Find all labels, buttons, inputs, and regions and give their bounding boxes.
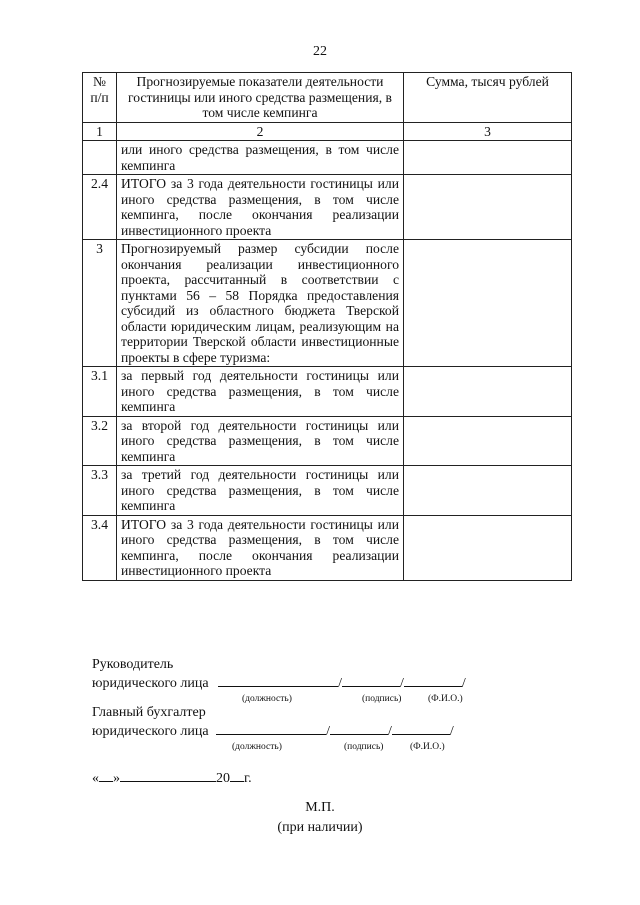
row-num [83, 141, 117, 175]
accountant-title-line1: Главный бухгалтер [92, 705, 206, 720]
head-signature-block [92, 656, 512, 704]
header-sum: Сумма, тысяч рублей [404, 73, 572, 123]
accountant-position-field[interactable] [216, 721, 326, 735]
head-name-field[interactable] [404, 673, 462, 687]
row-description: за второй год деятельности гостиницы или иного средства размещения, в том числе кемпинга [117, 416, 404, 466]
table-row [83, 515, 572, 580]
head-position-field[interactable] [218, 673, 338, 687]
row-sum[interactable] [404, 515, 572, 580]
date-year-suffix: г. [244, 771, 252, 786]
row-num: 3 [83, 240, 117, 367]
date-year-field[interactable] [230, 768, 244, 782]
date-month-field[interactable] [120, 768, 216, 782]
header-num: № п/п [83, 73, 117, 123]
index-cell: 1 [83, 122, 117, 141]
table-row [83, 367, 572, 417]
row-sum[interactable] [404, 416, 572, 466]
date-close-quote: » [113, 771, 120, 786]
table-row [83, 175, 572, 240]
head-title-line2: юридического лица / / / [92, 673, 512, 692]
row-description: ИТОГО за 3 года деятельности гостиницы или иного средства размещения, в том числе кемпинга, после окончания реализации инвестиционного проекта [117, 175, 404, 240]
accountant-signature-block [92, 704, 512, 752]
row-sum[interactable] [404, 466, 572, 516]
row-num: 3.2 [83, 416, 117, 466]
table-header-row [83, 73, 572, 123]
table-row [83, 141, 572, 175]
date-year-prefix: 20 [216, 771, 230, 786]
table-index-row [83, 122, 572, 141]
row-description: за третий год деятельности гостиницы или иного средства размещения, в том числе кемпинга [117, 466, 404, 516]
accountant-caption-name: (Ф.И.О.) [410, 742, 445, 752]
row-num: 3.4 [83, 515, 117, 580]
head-title-label: юридического лица [92, 676, 209, 691]
table-row [83, 240, 572, 367]
head-caption-position: (должность) [242, 694, 292, 704]
accountant-caption-position: (должность) [232, 742, 282, 752]
accountant-title-label: юридического лица [92, 724, 209, 739]
stamp-label: М.П. [305, 800, 335, 815]
date-open-quote: « [92, 771, 99, 786]
row-description: за первый год деятельности гостиницы или иного средства размещения, в том числе кемпинга [117, 367, 404, 417]
row-num: 2.4 [83, 175, 117, 240]
row-description: Прогнозируемый размер субсидии после окончания реализации инвестиционного проекта, рассчитанный в соответствии с пунктами 56 – 58 Порядка предоставления субсидий из областного бюджета Тверской области юридическим лицам, реализующим на территории Тверской области инвестиционные проекты в сфере туризма: [117, 240, 404, 367]
row-num: 3.3 [83, 466, 117, 516]
accountant-title-line2: юридического лица / / / [92, 721, 512, 740]
indicators-table [82, 72, 572, 581]
head-signature-field[interactable] [342, 673, 400, 687]
index-cell: 2 [117, 122, 404, 141]
date-day-field[interactable] [99, 768, 113, 782]
accountant-caption-signature: (подпись) [344, 742, 384, 752]
head-caption-signature: (подпись) [362, 694, 402, 704]
row-sum[interactable] [404, 367, 572, 417]
date-line [92, 768, 252, 787]
row-sum[interactable] [404, 141, 572, 175]
row-description: или иного средства размещения, в том числе кемпинга [117, 141, 404, 175]
accountant-signature-field[interactable] [330, 721, 388, 735]
row-num: 3.1 [83, 367, 117, 417]
head-title-line1: Руководитель [92, 657, 174, 672]
signature-section [92, 656, 512, 752]
row-description: ИТОГО за 3 года деятельности гостиницы или иного средства размещения, в том числе кемпинга, после окончания реализации инвестиционного проекта [117, 515, 404, 580]
stamp-note: (при наличии) [277, 820, 363, 835]
head-caption-name: (Ф.И.О.) [428, 694, 463, 704]
page-number: 22 [313, 44, 327, 59]
row-sum[interactable] [404, 175, 572, 240]
table-row [83, 416, 572, 466]
accountant-name-field[interactable] [392, 721, 450, 735]
table-row [83, 466, 572, 516]
index-cell: 3 [404, 122, 572, 141]
row-sum[interactable] [404, 240, 572, 367]
header-desc: Прогнозируемые показатели деятельности гостиницы или иного средства размещения, в том числе кемпинга [117, 73, 404, 123]
